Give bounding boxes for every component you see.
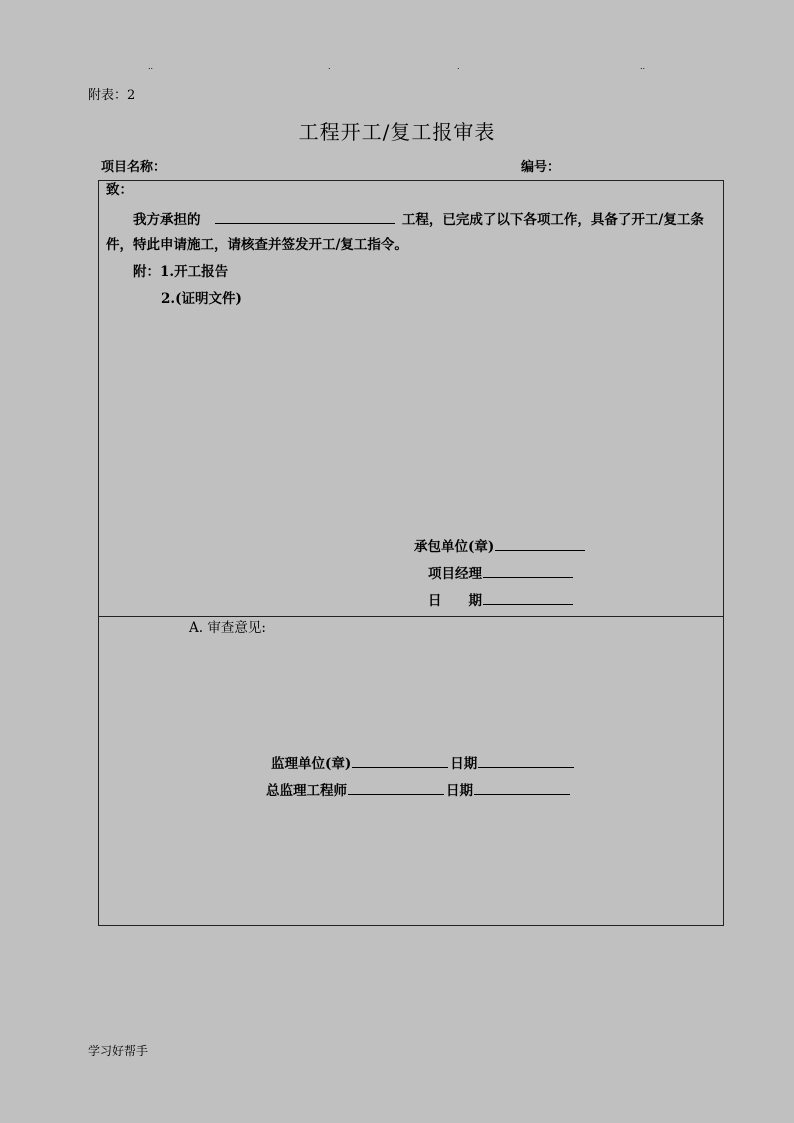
review-date-label-1: 日期 xyxy=(450,756,478,772)
number-label: 编号： xyxy=(521,160,561,175)
chief-engineer-line xyxy=(266,780,572,800)
body-part1: 我方承担的 xyxy=(133,212,201,228)
form-table xyxy=(98,180,724,926)
attach-item1: 1.开工报告 xyxy=(160,264,229,280)
chief-engineer-blank[interactable] xyxy=(348,780,444,795)
application-date-blank[interactable] xyxy=(483,590,573,605)
to-label: 致： xyxy=(106,182,133,198)
header-dot: . xyxy=(328,62,331,71)
header-dot: .. xyxy=(640,62,646,71)
section-divider xyxy=(99,616,723,617)
header-dot: .. xyxy=(148,62,154,71)
project-name-label: 项目名称： xyxy=(101,160,167,175)
attach-label: 附： xyxy=(133,264,160,280)
review-opinion-label: A. 审查意见: xyxy=(189,620,266,636)
body-part2: 工程，已完成了以下各项工作，具备了开工/复工条 xyxy=(401,212,704,228)
review-date-blank-1[interactable] xyxy=(478,753,574,768)
attachment-line1 xyxy=(133,263,228,281)
project-manager-blank[interactable] xyxy=(483,563,573,578)
attach-item2: 2.(证明文件) xyxy=(161,291,242,307)
project-manager-label: 项目经理 xyxy=(428,566,482,582)
chief-engineer-label: 总监理工程师 xyxy=(266,783,347,799)
project-manager-line xyxy=(428,563,575,583)
supervisor-label: 监理单位(章) xyxy=(271,756,352,772)
contractor-blank[interactable] xyxy=(495,536,585,551)
application-body-line2: 件，特此申请施工，请核查并签发开工/复工指令。 xyxy=(106,237,408,253)
supervisor-line xyxy=(271,753,576,773)
review-date-label-2: 日期 xyxy=(446,783,473,799)
application-date-label: 日 期 xyxy=(428,593,482,609)
application-date-line xyxy=(428,590,575,610)
review-date-blank-2[interactable] xyxy=(474,780,570,795)
header-dot: . xyxy=(457,62,460,71)
project-name-blank[interactable] xyxy=(215,209,395,224)
contractor-line xyxy=(414,536,587,556)
contractor-label: 承包单位(章) xyxy=(414,539,495,555)
appendix-label: 附表：2 xyxy=(88,88,136,103)
supervisor-blank[interactable] xyxy=(352,753,448,768)
footer-text: 学习好帮手 xyxy=(88,1044,149,1058)
page-title: 工程开工/复工报审表 xyxy=(298,120,496,144)
application-body-line1 xyxy=(133,209,704,229)
